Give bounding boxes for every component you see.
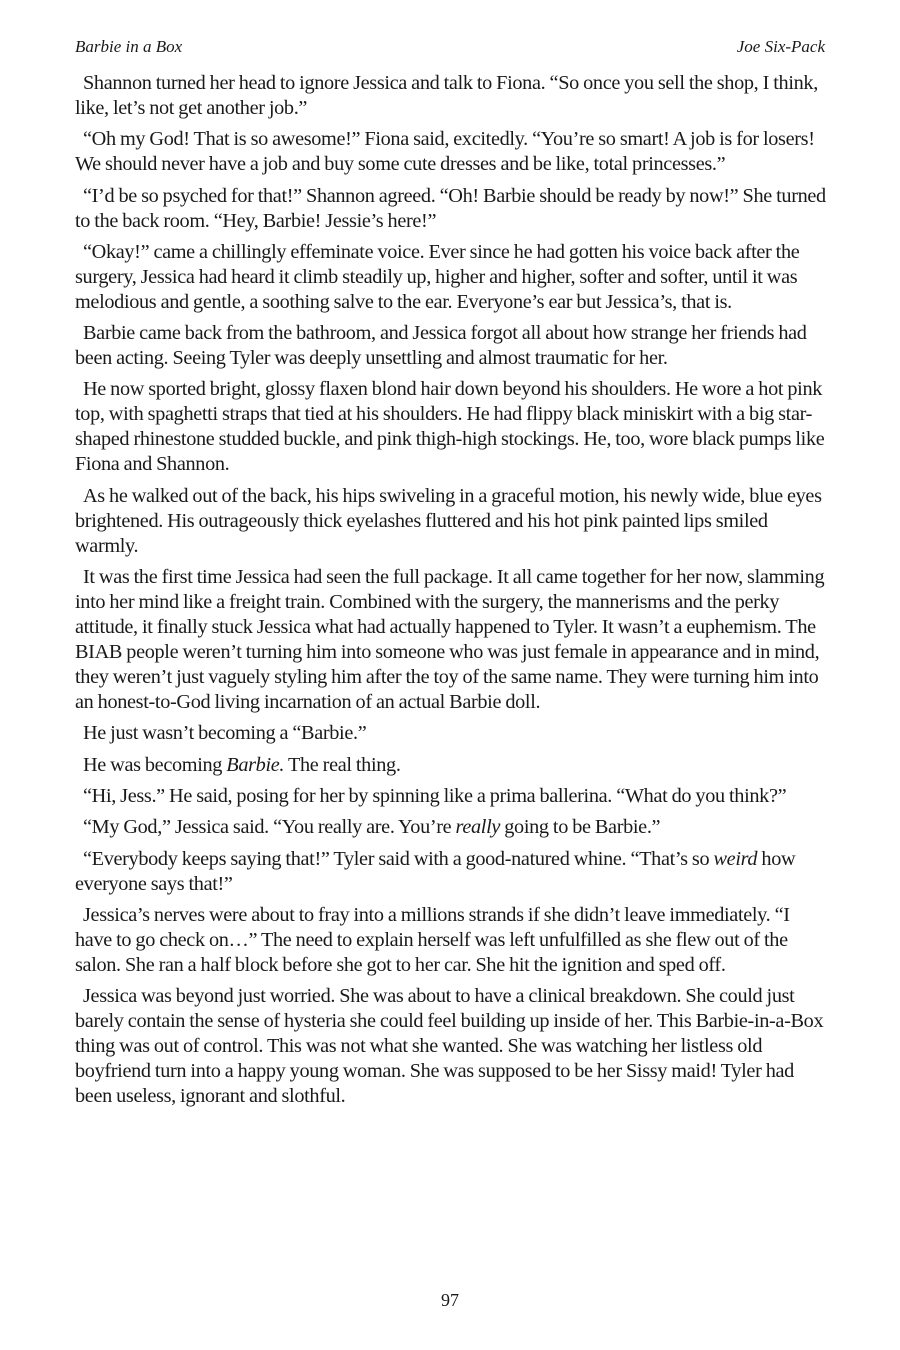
paragraph-text: “Everybody keeps saying that!” Tyler said with a good-natured whine. “That’s so	[83, 847, 714, 870]
paragraph-text: It was the first time Jessica had seen the full package. It all came together for her now, slamming into her mind like a freight train. Combined with the surgery, the mannerisms and the perky attitude, it finally stuck Jessica what had actually happened to Tyler. It wasn’t a euphemism. The BIAB people weren’t turning him into someone who was just female in appearance and in mind, they weren’t just vaguely styling him after the toy of the same name. They were turning him into an honest-to-God living incarnation of an actual Barbie doll.	[75, 566, 825, 714]
paragraph-text: Jessica’s nerves were about to fray into a millions strands if she didn’t leave immediately. “I have to go check on…” The need to explain herself was left unfulfilled as she flew out of the salon. She ran a half block before she got to her car. She hit the ignition and sped off.	[75, 903, 790, 976]
paragraph-text: “Oh my God! That is so awesome!” Fiona said, excitedly. “You’re so smart! A job is for losers! We should never have a job and buy some cute dresses and be like, total princesses.”	[75, 128, 815, 176]
paragraph-text: “Okay!” came a chillingly effeminate voice. Ever since he had gotten his voice back after the surgery, Jessica had heard it climb steadily up, higher and higher, softer and softer, until it was melodious and gentle, a soothing salve to the ear. Everyone’s ear but Jessica’s, that is.	[75, 240, 800, 313]
paragraph	[75, 815, 827, 840]
paragraph-text: Jessica was beyond just worried. She was about to have a clinical breakdown. She could just barely contain the sense of hysteria she could feel building up inside of her. This Barbie-in-a-Box thing was out of control. This was not what she wanted. She was watching her listless old boyfriend turn into a happy young woman. She was supposed to be her Sissy maid! Tyler had been useless, ignorant and slothful.	[75, 985, 824, 1108]
body-text	[75, 71, 827, 1115]
paragraph-text: The real thing.	[284, 753, 401, 776]
paragraph-text: “My God,” Jessica said. “You really are. You’re	[83, 816, 456, 839]
paragraph	[75, 847, 827, 897]
paragraph-text: Barbie came back from the bathroom, and Jessica forgot all about how strange her friends had been acting. Seeing Tyler was deeply unsettling and almost traumatic for her.	[75, 322, 807, 370]
paragraph	[75, 984, 827, 1109]
paragraph	[75, 753, 827, 778]
paragraph-text: As he walked out of the back, his hips swiveling in a graceful motion, his newly wide, blue eyes brightened. His outrageously thick eyelashes fluttered and his hot pink painted lips smiled warmly.	[75, 484, 822, 557]
paragraph	[75, 184, 827, 234]
header-author: Joe Six-Pack	[736, 37, 825, 56]
paragraph	[75, 71, 827, 121]
paragraph	[75, 377, 827, 477]
paragraph	[75, 127, 827, 177]
paragraph	[75, 484, 827, 559]
paragraph-italic-text: Barbie.	[226, 753, 285, 776]
paragraph	[75, 240, 827, 315]
paragraph	[75, 321, 827, 371]
paragraph-text: how everyone says that!”	[75, 847, 796, 895]
paragraph-italic-text: weird	[713, 847, 758, 870]
paragraph-text: He was becoming	[83, 753, 227, 776]
header-book-title: Barbie in a Box	[75, 37, 183, 56]
paragraph-text: He just wasn’t becoming a “Barbie.”	[83, 722, 367, 745]
paragraph-text: “I’d be so psyched for that!” Shannon agreed. “Oh! Barbie should be ready by now!” She turned to the back room. “Hey, Barbie! Jessie’s here!”	[75, 184, 826, 232]
running-header	[75, 36, 825, 58]
paragraph-italic-text: really	[455, 816, 501, 839]
page-number: 97	[441, 1290, 459, 1310]
paragraph-text: He now sported bright, glossy flaxen blond hair down beyond his shoulders. He wore a hot pink top, with spaghetti straps that tied at his shoulders. He had flippy black miniskirt with a big star-shaped rhinestone studded buckle, and pink thigh-high stockings. He, too, wore black pumps like Fiona and Shannon.	[75, 378, 825, 476]
paragraph	[75, 721, 827, 746]
paragraph	[75, 565, 827, 715]
paragraph	[75, 903, 827, 978]
paragraph-text: “Hi, Jess.” He said, posing for her by spinning like a prima ballerina. “What do you think?”	[83, 784, 787, 807]
paragraph-text: Shannon turned her head to ignore Jessica and talk to Fiona. “So once you sell the shop, I think, like, let’s not get another job.”	[75, 72, 818, 119]
paragraph-text: going to be Barbie.”	[500, 816, 661, 839]
paragraph	[75, 784, 827, 809]
